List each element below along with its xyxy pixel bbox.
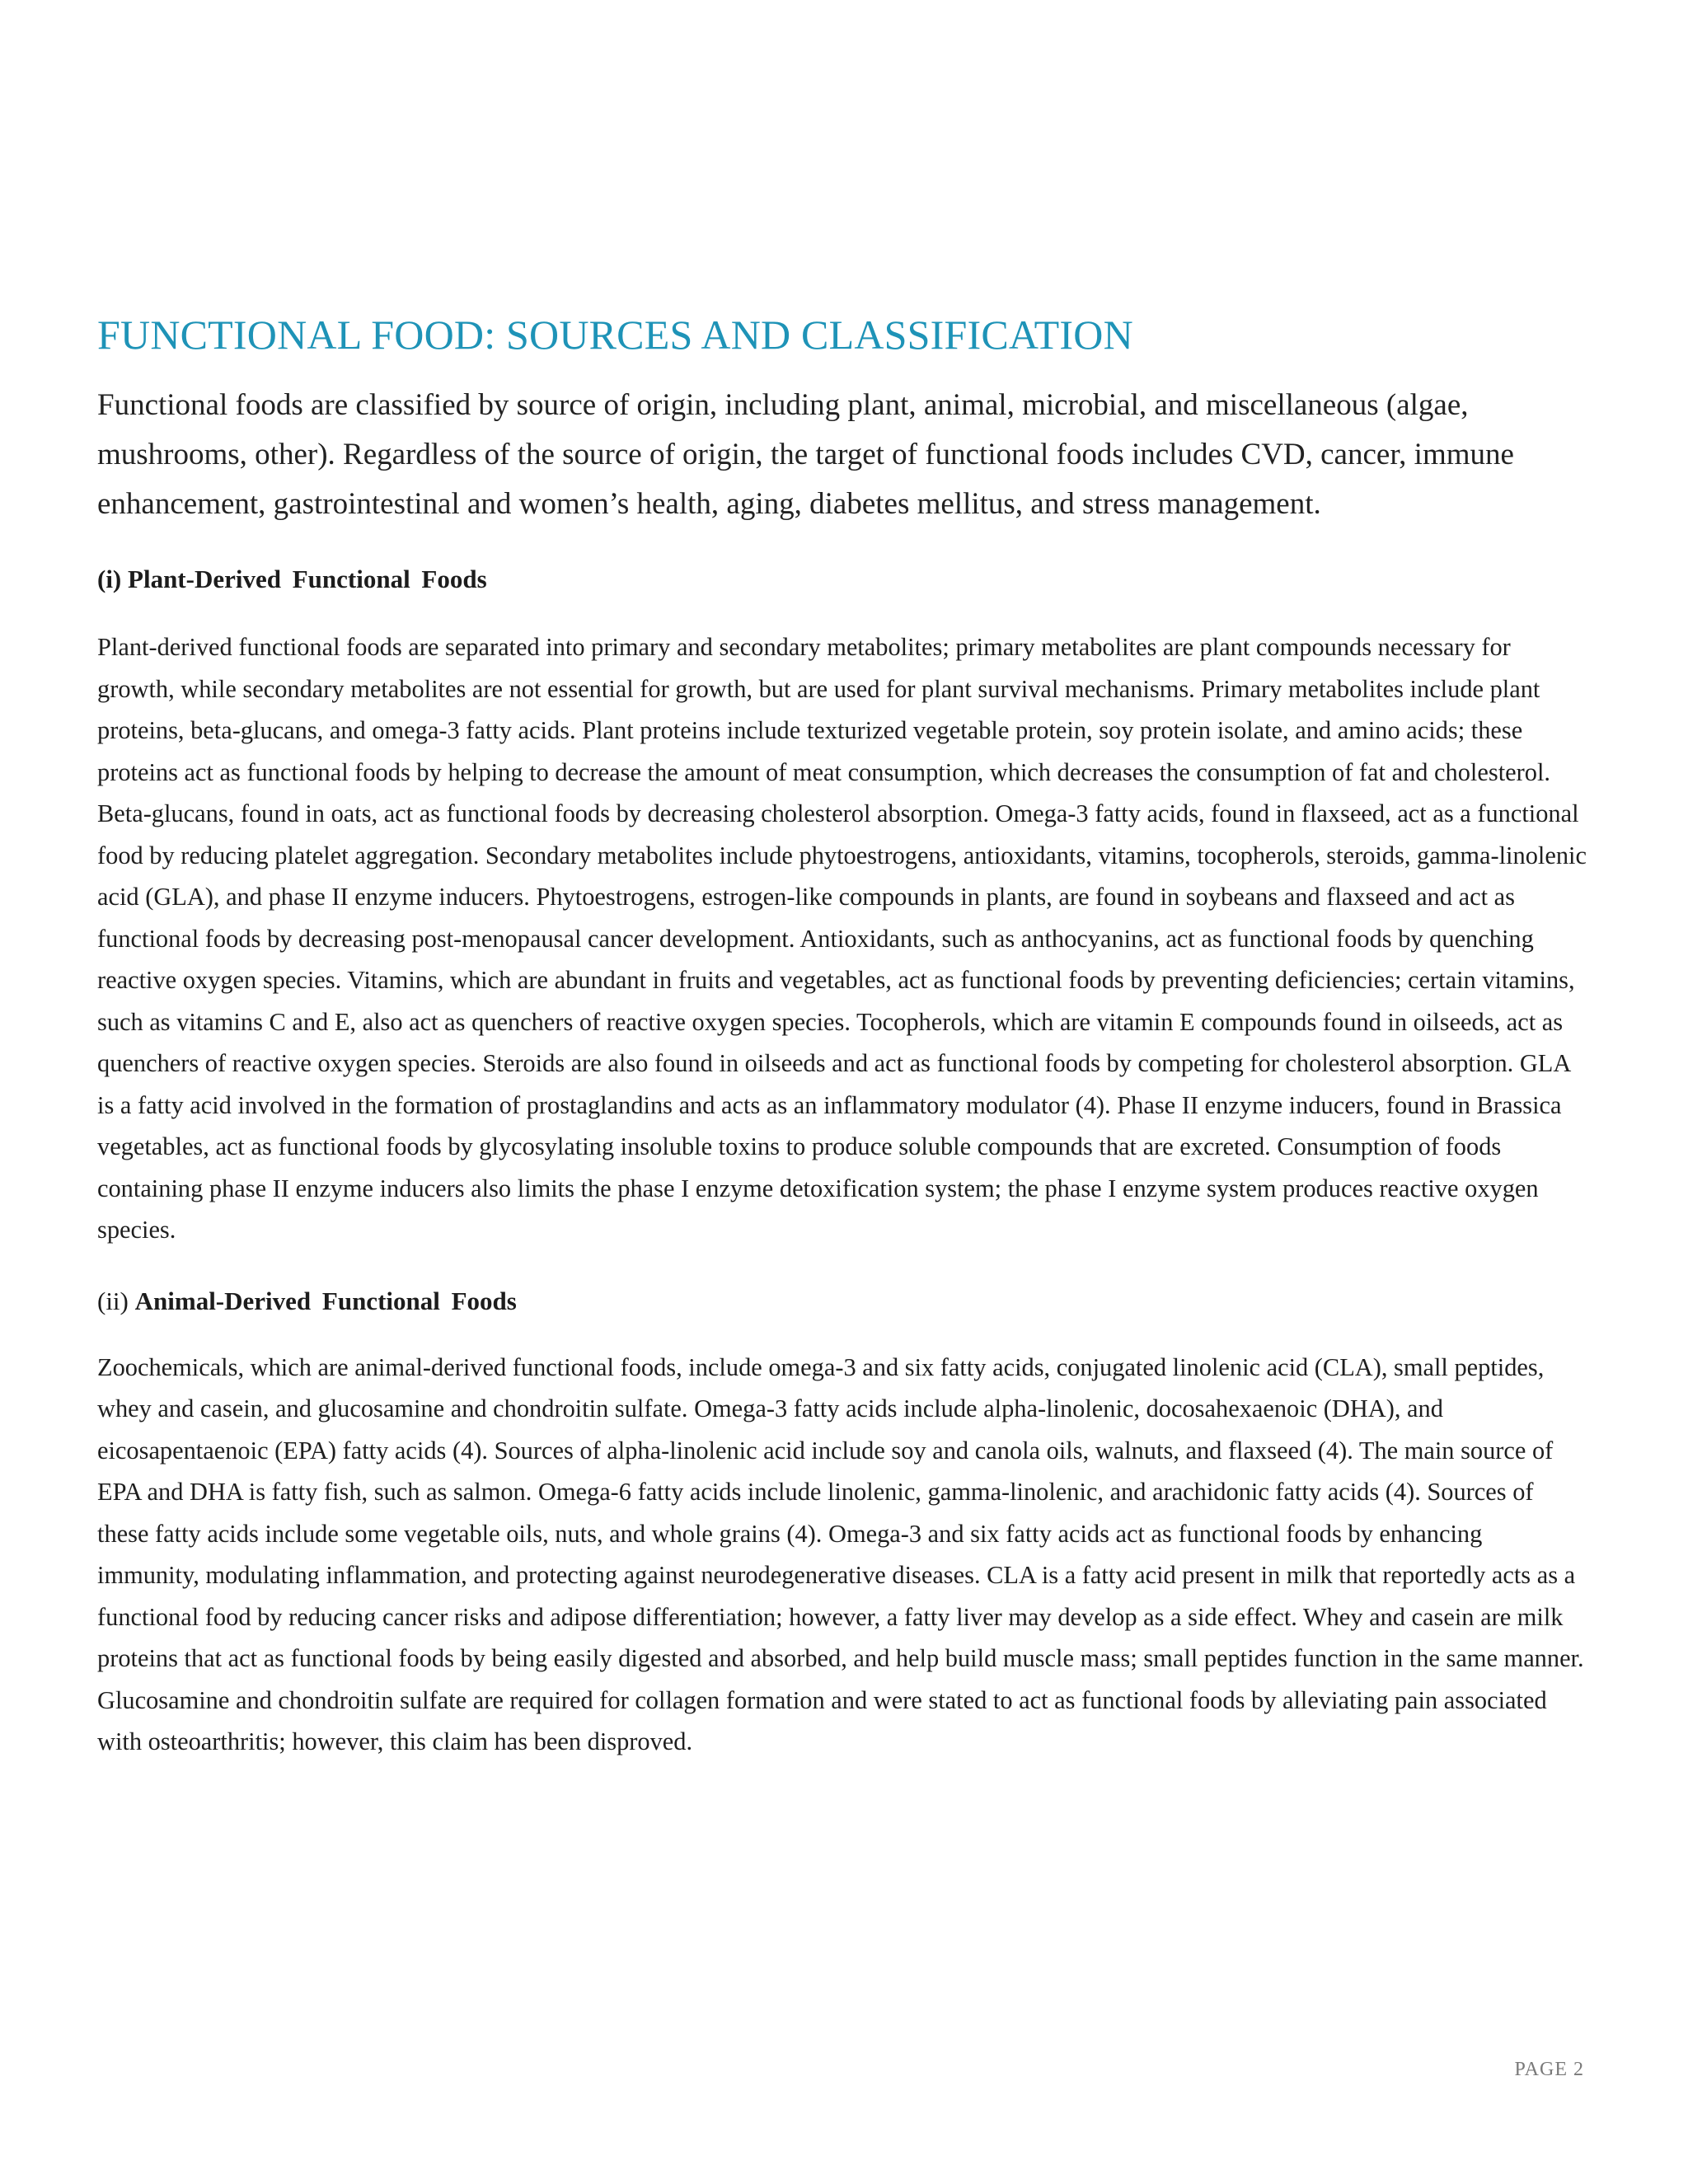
subsection-number: (ii) <box>97 1286 129 1315</box>
document-page <box>97 307 1589 1763</box>
section-heading: FUNCTIONAL FOOD: SOURCES AND CLASSIFICATION <box>97 312 1133 358</box>
plant-derived-paragraph: Plant-derived functional foods are separated into primary and secondary metabolites; primary metabolites are plant compounds necessary for growth, while secondary metabolites are not essential for growth, but are used for plant survival mechanisms. Primary metabolites include plant proteins, beta-glucans, and omega-3 fatty acids. Plant proteins include texturized vegetable protein, soy protein isolate, and amino acids; these proteins act as functional foods by helping to decrease the amount of meat consumption, which decreases the consumption of fat and cholesterol. Beta-glucans, found in oats, act as functional foods by decreasing cholesterol absorption. Omega-3 fatty acids, found in flaxseed, act as a functional food by reducing platelet aggregation. Secondary metabolites include phytoestrogens, antioxidants, vitamins, tocopherols, steroids, gamma-linolenic acid (GLA), and phase II enzyme inducers. Phytoestrogens, estrogen-like compounds in plants, are found in soybeans and flaxseed and act as functional foods by decreasing post-menopausal cancer development. Antioxidants, such as anthocyanins, act as functional foods by quenching reactive oxygen species. Vitamins, which are abundant in fruits and vegetables, act as functional foods by preventing deficiencies; certain vitamins, such as vitamins C and E, also act as quenchers of reactive oxygen species. Tocopherols, which are vitamin E compounds found in oilseeds, act as quenchers of reactive oxygen species. Steroids are also found in oilseeds and act as functional foods by competing for cholesterol absorption. GLA is a fatty acid involved in the formation of prostaglandins and acts as an inflammatory modulator (4). Phase II enzyme inducers, found in Brassica vegetables, act as functional foods by glycosylating insoluble toxins to produce soluble compounds that are excreted. Consumption of foods containing phase II enzyme inducers also limits the phase I enzyme detoxification system; the phase I enzyme system produces reactive oxygen species. <box>97 633 1587 1244</box>
subsection-number: (i) <box>97 565 122 593</box>
subsection-label: Animal-Derived Functional Foods <box>134 1286 517 1315</box>
subsection-label: Plant-Derived Functional Foods <box>128 565 487 593</box>
intro-paragraph: Functional foods are classified by source of origin, including plant, animal, microbial, and miscellaneous (algae, mushrooms, other). Regardless of the source of origin, the target of functional foods includes CVD, cancer, immune enhancement, gastrointestinal and women’s health, aging, diabetes mellitus, and stress management. <box>97 388 1514 521</box>
subsection-title-animal <box>97 1282 1589 1320</box>
subsection-title-plant <box>97 560 1589 598</box>
animal-derived-paragraph: Zoochemicals, which are animal-derived functional foods, include omega-3 and six fatty acids, conjugated linolenic acid (CLA), small peptides, whey and casein, and glucosamine and chondroitin sulfate. Omega-3 fatty acids include alpha-linolenic, docosahexaenoic (DHA), and eicosapentaenoic (EPA) fatty acids (4). Sources of alpha-linolenic acid include soy and canola oils, walnuts, and flaxseed (4). The main source of EPA and DHA is fatty fish, such as salmon. Omega-6 fatty acids include linolenic, gamma-linolenic, and arachidonic fatty acids (4). Sources of these fatty acids include some vegetable oils, nuts, and whole grains (4). Omega-3 and six fatty acids act as functional foods by enhancing immunity, modulating inflammation, and protecting against neurodegenerative diseases. CLA is a fatty acid present in milk that reportedly acts as a functional food by reducing cancer risks and adipose differentiation; however, a fatty liver may develop as a side effect. Whey and casein are milk proteins that act as functional foods by being easily digested and absorbed, and help build muscle mass; small peptides function in the same manner. Glucosamine and chondroitin sulfate are required for collagen formation and were stated to act as functional foods by alleviating pain associated with osteoarthritis; however, this claim has been disproved. <box>97 1352 1584 1755</box>
page-number: PAGE 2 <box>1514 2059 1584 2080</box>
